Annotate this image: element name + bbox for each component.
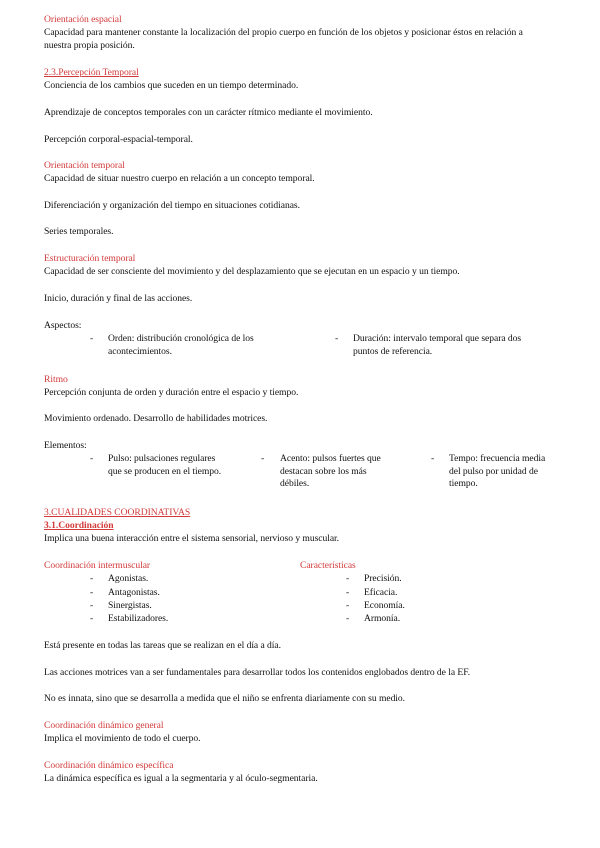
paragraph-orientacion-espacial: Capacidad para mantener constante la localización del propio cuerpo en función de los objetos y posicionar éstos en relación a nuestra propia posición. [44, 27, 523, 51]
heading-orientacion-espacial: Orientación espacial [44, 14, 122, 25]
list-item-element: Pulso: pulsaciones regulares que se producen en el tiempo. [108, 453, 222, 477]
paragraph: La dinámica específica es igual a la segmentaria y al óculo-segmentaria. [44, 773, 318, 784]
list-item-muscle: Agonistas. [108, 573, 149, 584]
paragraph: No es innata, sino que se desarrolla a medida que el niño se enfrenta diariamente con su medio. [44, 693, 406, 704]
bullet-dash: - [346, 587, 350, 598]
heading-coordinacion-dinamico-especifica: Coordinación dinámico específica [44, 760, 174, 771]
bullet-dash: - [261, 453, 265, 464]
heading-ritmo: Ritmo [44, 374, 68, 385]
paragraph: Diferenciación y organización del tiempo en situaciones cotidianas. [44, 200, 300, 211]
bullet-dash: - [346, 600, 350, 611]
paragraph: Movimiento ordenado. Desarrollo de habilidades motrices. [44, 413, 268, 424]
heading-coordinacion-dinamico-general: Coordinación dinámico general [44, 720, 164, 731]
paragraph: Series temporales. [44, 226, 114, 237]
list-item-characteristic: Eficacia. [364, 587, 398, 598]
bullet-dash: - [431, 453, 435, 464]
heading-percepcion-temporal: 2.3.Percepción Temporal [44, 67, 139, 78]
paragraph: Inicio, duración y final de las acciones. [44, 293, 193, 304]
bullet-dash: - [346, 573, 350, 584]
aspects-label: Aspectos: [44, 320, 82, 331]
heading-orientacion-temporal: Orientación temporal [44, 160, 125, 171]
list-item-aspect: Orden: distribución cronológica de los acontecimientos. [108, 333, 254, 357]
bullet-dash: - [90, 600, 94, 611]
list-item-muscle: Estabilizadores. [108, 613, 169, 624]
paragraph: Implica una buena interacción entre el sistema sensorial, nervioso y muscular. [44, 533, 340, 544]
bullet-dash: - [90, 613, 94, 624]
heading-estructuracion-temporal: Estructuración temporal [44, 253, 136, 264]
paragraph: Conciencia de los cambios que suceden en un tiempo determinado. [44, 80, 299, 91]
bullet-dash: - [90, 587, 94, 598]
heading-caracteristicas: Características [300, 560, 356, 571]
subheading-coordinacion: 3.1.Coordinación [44, 520, 114, 531]
list-item-characteristic: Economía. [364, 600, 405, 611]
heading-coordinacion-intermuscular: Coordinación intermuscular [44, 560, 151, 571]
paragraph: Percepción corporal-espacial-temporal. [44, 134, 193, 145]
list-item-muscle: Antagonistas. [108, 587, 160, 598]
paragraph: Capacidad de ser consciente del movimiento y del desplazamiento que se ejecutan en un espacio y un tiempo. [44, 266, 460, 277]
paragraph: Percepción conjunta de orden y duración entre el espacio y tiempo. [44, 387, 299, 398]
list-item-muscle: Sinergistas. [108, 600, 152, 611]
paragraph: Capacidad de situar nuestro cuerpo en relación a un concepto temporal. [44, 173, 315, 184]
bullet-dash: - [90, 453, 94, 464]
list-item-element: Tempo: frecuencia media del pulso por unidad de tiempo. [449, 453, 546, 489]
bullet-dash: - [335, 333, 339, 344]
list-item-characteristic: Armonía. [364, 613, 401, 624]
list-item-characteristic: Precisión. [364, 573, 402, 584]
heading-cualidades-coordinativas: 3.CUALIDADES COORDINATIVAS [44, 507, 191, 518]
bullet-dash: - [90, 573, 94, 584]
paragraph: Está presente en todas las tareas que se realizan en el día a día. [44, 640, 281, 651]
bullet-dash: - [346, 613, 350, 624]
paragraph: Aprendizaje de conceptos temporales con un carácter rítmico mediante el movimiento. [44, 107, 373, 118]
paragraph: Implica el movimiento de todo el cuerpo. [44, 733, 201, 744]
list-item-aspect: Duración: intervalo temporal que separa dos puntos de referencia. [353, 333, 522, 357]
list-item-element: Acento: pulsos fuertes que destacan sobre los más débiles. [280, 453, 381, 489]
bullet-dash: - [90, 333, 94, 344]
paragraph: Las acciones motrices van a ser fundamentales para desarrollar todos los contenidos englobados dentro de la EF. [44, 667, 471, 678]
elements-label: Elementos: [44, 440, 87, 451]
